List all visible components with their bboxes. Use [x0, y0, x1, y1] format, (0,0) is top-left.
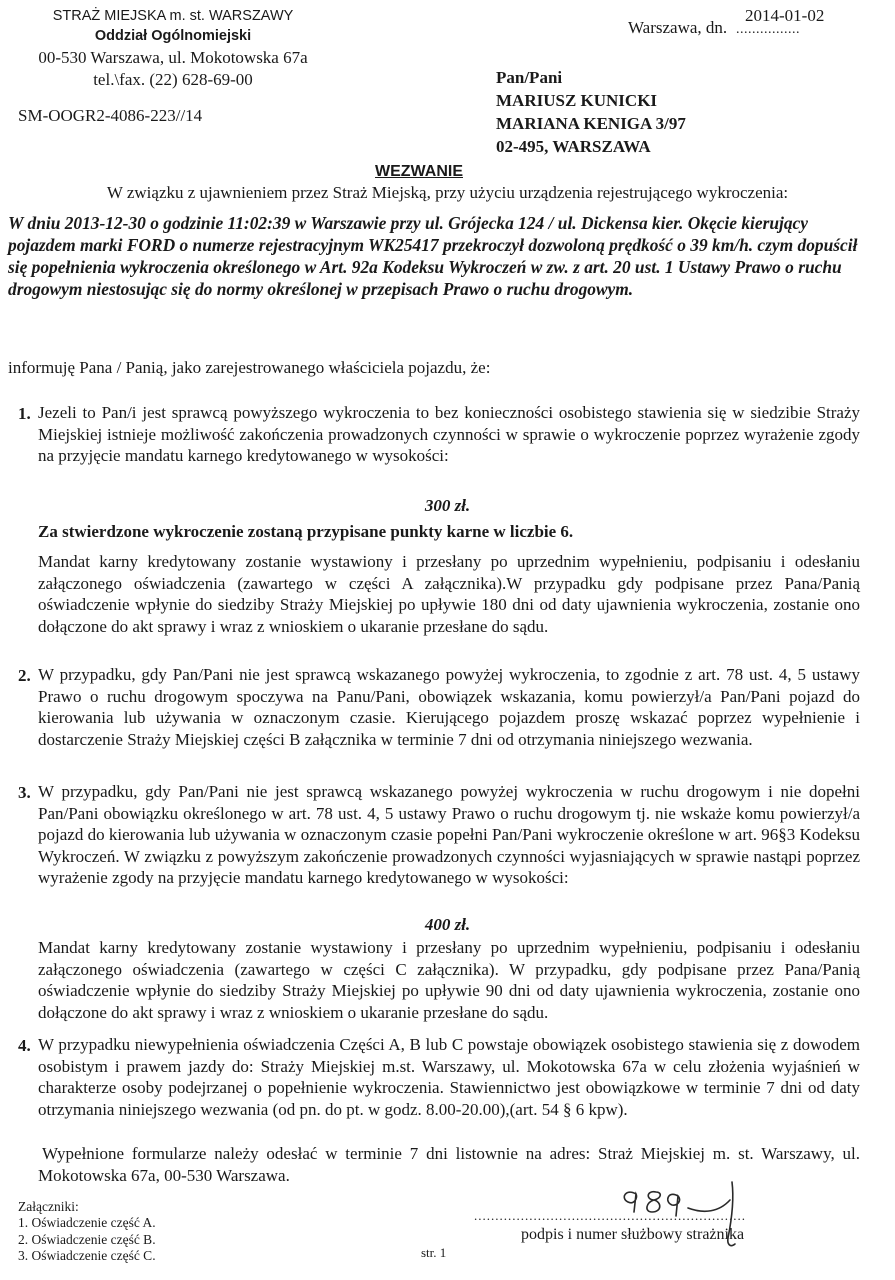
intro-text: W związku z ujawnieniem przez Straż Miejską, przy użyciu urządzenia rejestrującego wykroczenia:	[106, 183, 789, 202]
date-value: 2014-01-02	[745, 6, 825, 25]
case-reference: SM-OOGR2-4086-223//14	[18, 106, 203, 125]
page-number: str. 1	[421, 1245, 447, 1260]
signature-dotted-line: ................................................................	[474, 1208, 746, 1223]
item-1-amount: 300 zł.	[424, 496, 471, 515]
violation-description: W dniu 2013-12-30 o godzinie 11:02:39 w Warszawie przy ul. Grójecka 124 / ul. Dickensa kier. Okęcie kierujący pojazdem marki FORD o numerze rejestracyjnym WK25417 przekroczył dozwoloną prędkość o 39 km/h. czym dopuścił się popełnienia wykroczenia określonego w Art. 92a Kodeksu Wykroczeń w zw. z art. 20 ust. 1 Ustawy Prawo o ruchu drogowym niestosując się do normy określonej w przepisach Prawo o ruchu drogowym.	[8, 213, 858, 299]
item-number: 3.	[18, 783, 31, 802]
attachments-list	[18, 1215, 156, 1265]
item-2-text: W przypadku, gdy Pan/Pani nie jest sprawcą wskazanego powyżej wykroczenia, to zgodnie z art. 78 ust. 4, 5 ustawy Prawo o ruchu drogowym spoczywa na Panu/Pani, obowiązek wskazania, komu powierzył/a Pan/Pani pojazd do kierowania lub używania w oznaczonym czasie. Kierującego pojazdem proszę wskazać poprzez wypełnienie i dostarczenie Straży Miejskiej części B załącznika w terminie 7 dni od otrzymania niniejszego wezwania.	[38, 665, 860, 749]
recipient-city: 02-495, WARSZAWA	[496, 137, 651, 156]
organization-phone: tel.\fax. (22) 628-69-00	[93, 70, 253, 89]
attachment-item: 3. Oświadczenie część C.	[18, 1248, 156, 1263]
item-1-note: Mandat karny kredytowany zostanie wystawiony i przesłany po uprzednim wypełnieniu, podpisaniu i odesłaniu załączonego oświadczenia (zawartego w części A załącznika).W przypadku gdy podpisane przez Pana/Panią oświadczenie wpłynie do siedziby Straży Miejskiej po upływie 180 dni od daty ujawnienia wykroczenia, zostanie ono dołączone do akt sprawy i wraz z wnioskiem o ukaranie przesłane do sądu.	[38, 552, 860, 636]
item-3-amount: 400 zł.	[424, 915, 471, 934]
item-3-text: W przypadku, gdy Pan/Pani nie jest sprawcą wskazanego powyżej wykroczenia w ruchu drogowym i nie dopełni Pan/Pani obowiązku określonego w art. 78 ust. 4, 5 ustawy Prawo o ruchu drogowym tj. nie wskaże komu powierzył/a pojazd do kierowania lub używania w oznaczonym czasie popełni Pan/Pani wykroczenie określone w art. 96§3 Kodeksu Wykroczeń. W związku z powyższym zakończenie prowadzonych czynności wyjasniających w sprawie nastąpi poprzez wyrażenie zgody na przyjęcie mandatu karnego kredytowanego w wysokości:	[38, 782, 860, 887]
recipient-block	[496, 66, 686, 158]
attachment-item: 2. Oświadczenie część B.	[18, 1231, 156, 1247]
signature-label: podpis i numer służbowy strażnika	[521, 1226, 745, 1243]
item-number: 1.	[18, 404, 31, 423]
item-number: 4.	[18, 1036, 31, 1055]
item-number: 2.	[18, 666, 31, 685]
attachments-title: Załączniki:	[18, 1199, 79, 1214]
date-dotted-line: ................	[736, 22, 800, 37]
organization-name: STRAŻ MIEJSKA m. st. WARSZAWY	[52, 8, 294, 24]
inform-text: informuję Pana / Panią, jako zarejestrowanego właściciela pojazdu, że:	[8, 358, 491, 377]
date-label: Warszawa, dn.	[628, 18, 728, 37]
recipient-name: MARIUSZ KUNICKI	[496, 91, 658, 110]
item-3-note: Mandat karny kredytowany zostanie wystawiony i przesłany po uprzednim wypełnieniu, podpisaniu i odesłaniu załączonego oświadczenia (zawartego w części C załącznika). W przypadku, gdy podpisane przez Pana/Panią oświadczenie wpłynie do siedziby Straży Miejskiej po upływie 90 dni od daty ujawnienia wykroczenia, zostanie ono dołączone do akt sprawy i wraz z wnioskiem o ukaranie przesłane do sądu.	[38, 938, 860, 1022]
recipient-salutation: Pan/Pani	[496, 68, 563, 87]
penalty-points-text: Za stwierdzone wykroczenie zostaną przypisane punkty karne w liczbie 6.	[38, 522, 574, 541]
organization-department: Oddział Ogólnomiejski	[94, 28, 252, 44]
handwritten-signature	[614, 1178, 749, 1250]
attachment-item: 1. Oświadczenie część A.	[18, 1215, 156, 1230]
item-1-text: Jezeli to Pan/i jest sprawcą powyższego wykroczenia to bez konieczności osobistego stawienia się w siedzibie Straży Miejskiej istnieje możliwość zakończenia prowadzonych czynności w sprawie o wykroczenie poprzez wyrażenie zgody na przyjęcie mandatu karnego kredytowanego w wysokości:	[38, 403, 860, 465]
recipient-street: MARIANA KENIGA 3/97	[496, 114, 686, 133]
item-4-text: W przypadku niewypełnienia oświadczenia Części A, B lub C powstaje obowiązek osobistego stawienia się z dowodem osobistym i prawem jazdy do: Straży Miejskiej m.st. Warszawy, ul. Mokotowska 67a w celu złożenia wyjaśnień w charakterze osoby podejrzanej o popełnienie wykroczenia. Stawiennictwo jest obowiązkowe w terminie 7 dni od daty otrzymania niniejszego wezwania (od pn. do pt. w godz. 8.00-20.00),(art. 54 § 6 kpw).	[38, 1035, 860, 1119]
organization-address: 00-530 Warszawa, ul. Mokotowska 67a	[38, 48, 308, 67]
item-4-note: Wypełnione formularze należy odesłać w terminie 7 dni listownie na adres: Straż Miejskiej m. st. Warszawy, ul. Mokotowska 67a, 00-530 Warszawa.	[38, 1144, 860, 1185]
document-title: WEZWANIE	[375, 163, 463, 180]
